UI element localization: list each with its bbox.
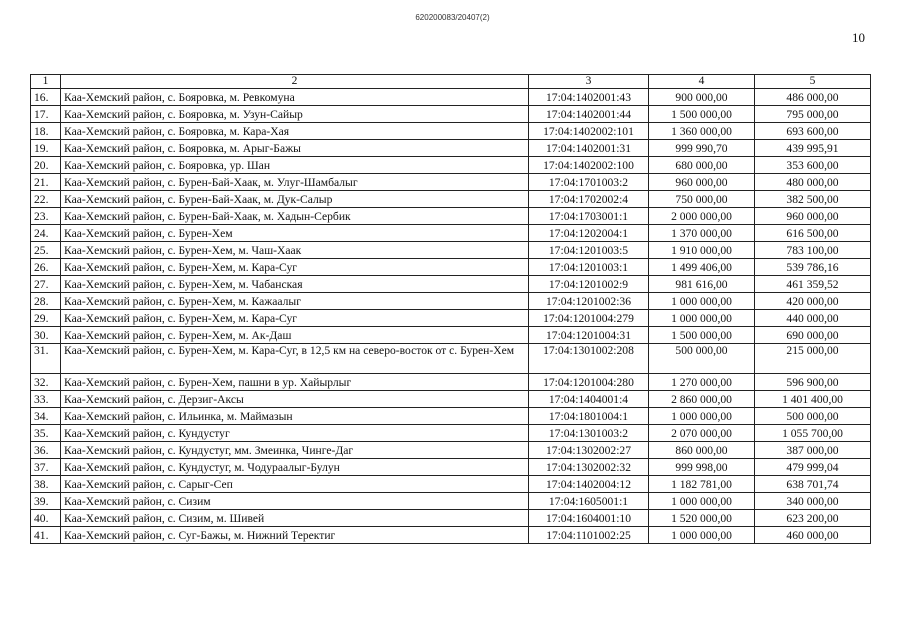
cadastral-number-cell: 17:04:1201004:280 xyxy=(529,374,649,391)
value-cell: 1 520 000,00 xyxy=(649,510,755,527)
value-cell: 382 500,00 xyxy=(755,191,871,208)
cadastral-number-cell: 17:04:1201004:31 xyxy=(529,327,649,344)
location-cell: Каа-Хемский район, с. Бурен-Хем, м. Кара-Суг xyxy=(61,259,529,276)
value-cell: 500 000,00 xyxy=(649,344,755,374)
cadastral-number-cell: 17:04:1201003:5 xyxy=(529,242,649,259)
value-cell: 1 270 000,00 xyxy=(649,374,755,391)
value-cell: 999 998,00 xyxy=(649,459,755,476)
column-header: 5 xyxy=(755,75,871,89)
value-cell: 500 000,00 xyxy=(755,408,871,425)
value-cell: 480 000,00 xyxy=(755,174,871,191)
table-row xyxy=(31,459,871,476)
value-cell: 1 000 000,00 xyxy=(649,493,755,510)
table-row xyxy=(31,327,871,344)
table-row xyxy=(31,442,871,459)
value-cell: 479 999,04 xyxy=(755,459,871,476)
row-number-cell: 26. xyxy=(31,259,61,276)
cadastral-number-cell: 17:04:1703001:1 xyxy=(529,208,649,225)
cadastral-number-cell: 17:04:1302002:27 xyxy=(529,442,649,459)
cadastral-number-cell: 17:04:1402001:43 xyxy=(529,89,649,106)
location-cell: Каа-Хемский район, с. Бояровка, м. Кара-Хая xyxy=(61,123,529,140)
row-number-cell: 19. xyxy=(31,140,61,157)
value-cell: 420 000,00 xyxy=(755,293,871,310)
location-cell: Каа-Хемский район, с. Бурен-Хем, м. Кара-Суг xyxy=(61,310,529,327)
cadastral-number-cell: 17:04:1402001:31 xyxy=(529,140,649,157)
row-number-cell: 34. xyxy=(31,408,61,425)
cadastral-number-cell: 17:04:1301002:208 xyxy=(529,344,649,374)
value-cell: 638 701,74 xyxy=(755,476,871,493)
row-number-cell: 17. xyxy=(31,106,61,123)
row-number-cell: 40. xyxy=(31,510,61,527)
row-number-cell: 28. xyxy=(31,293,61,310)
location-cell: Каа-Хемский район, с. Бурен-Хем, пашни в ур. Хайырлыг xyxy=(61,374,529,391)
cadastral-number-cell: 17:04:1701003:2 xyxy=(529,174,649,191)
location-cell: Каа-Хемский район, с. Кундустуг, м. Чодураалыг-Булун xyxy=(61,459,529,476)
cadastral-number-cell: 17:04:1201002:9 xyxy=(529,276,649,293)
value-cell: 999 990,70 xyxy=(649,140,755,157)
cadastral-number-cell: 17:04:1404001:4 xyxy=(529,391,649,408)
location-cell: Каа-Хемский район, с. Бояровка, ур. Шан xyxy=(61,157,529,174)
location-cell: Каа-Хемский район, с. Суг-Бажы, м. Нижний Теректиг xyxy=(61,527,529,544)
value-cell: 1 910 000,00 xyxy=(649,242,755,259)
table-body xyxy=(31,89,871,544)
row-number-cell: 18. xyxy=(31,123,61,140)
value-cell: 981 616,00 xyxy=(649,276,755,293)
location-cell: Каа-Хемский район, с. Бояровка, м. Ревкомуна xyxy=(61,89,529,106)
table-row xyxy=(31,425,871,442)
table-row xyxy=(31,123,871,140)
cadastral-number-cell: 17:04:1201004:279 xyxy=(529,310,649,327)
cadastral-number-cell: 17:04:1702002:4 xyxy=(529,191,649,208)
location-cell: Каа-Хемский район, с. Бурен-Бай-Хаак, м. Улуг-Шамбалыг xyxy=(61,174,529,191)
row-number-cell: 20. xyxy=(31,157,61,174)
table-row xyxy=(31,140,871,157)
table-row xyxy=(31,89,871,106)
row-number-cell: 39. xyxy=(31,493,61,510)
row-number-cell: 22. xyxy=(31,191,61,208)
column-header: 2 xyxy=(61,75,529,89)
value-cell: 1 401 400,00 xyxy=(755,391,871,408)
location-cell: Каа-Хемский район, с. Сизим, м. Шивей xyxy=(61,510,529,527)
row-number-cell: 30. xyxy=(31,327,61,344)
table-row xyxy=(31,157,871,174)
row-number-cell: 32. xyxy=(31,374,61,391)
location-cell: Каа-Хемский район, с. Бурен-Хем, м. Ак-Даш xyxy=(61,327,529,344)
table-row xyxy=(31,293,871,310)
cadastral-number-cell: 17:04:1402002:100 xyxy=(529,157,649,174)
value-cell: 693 600,00 xyxy=(755,123,871,140)
cadastral-number-cell: 17:04:1201002:36 xyxy=(529,293,649,310)
location-cell: Каа-Хемский район, с. Дерзиг-Аксы xyxy=(61,391,529,408)
value-cell: 1 499 406,00 xyxy=(649,259,755,276)
location-cell: Каа-Хемский район, с. Бурен-Хем, м. Чаш-Хаак xyxy=(61,242,529,259)
value-cell: 1 055 700,00 xyxy=(755,425,871,442)
table-row xyxy=(31,259,871,276)
value-cell: 1 500 000,00 xyxy=(649,106,755,123)
value-cell: 486 000,00 xyxy=(755,89,871,106)
row-number-cell: 24. xyxy=(31,225,61,242)
table-row xyxy=(31,510,871,527)
value-cell: 2 070 000,00 xyxy=(649,425,755,442)
table-row xyxy=(31,225,871,242)
table-row xyxy=(31,493,871,510)
location-cell: Каа-Хемский район, с. Бояровка, м. Узун-Сайыр xyxy=(61,106,529,123)
row-number-cell: 36. xyxy=(31,442,61,459)
document-id: 620200083/20407(2) xyxy=(415,13,490,22)
location-cell: Каа-Хемский район, с. Кундустуг xyxy=(61,425,529,442)
value-cell: 1 000 000,00 xyxy=(649,408,755,425)
table-row xyxy=(31,408,871,425)
value-cell: 1 370 000,00 xyxy=(649,225,755,242)
value-cell: 860 000,00 xyxy=(649,442,755,459)
location-cell: Каа-Хемский район, с. Бурен-Бай-Хаак, м. Хадын-Сербик xyxy=(61,208,529,225)
location-cell: Каа-Хемский район, с. Бурен-Бай-Хаак, м. Дук-Салыр xyxy=(61,191,529,208)
table-row xyxy=(31,310,871,327)
value-cell: 900 000,00 xyxy=(649,89,755,106)
value-cell: 461 359,52 xyxy=(755,276,871,293)
value-cell: 539 786,16 xyxy=(755,259,871,276)
table-row xyxy=(31,174,871,191)
cadastral-number-cell: 17:04:1301003:2 xyxy=(529,425,649,442)
cadastral-number-cell: 17:04:1402001:44 xyxy=(529,106,649,123)
value-cell: 623 200,00 xyxy=(755,510,871,527)
table-row xyxy=(31,242,871,259)
value-cell: 1 000 000,00 xyxy=(649,527,755,544)
location-cell: Каа-Хемский район, с. Сарыг-Сеп xyxy=(61,476,529,493)
row-number-cell: 31. xyxy=(31,344,61,374)
row-number-cell: 38. xyxy=(31,476,61,493)
cadastral-number-cell: 17:04:1801004:1 xyxy=(529,408,649,425)
location-cell: Каа-Хемский район, с. Бояровка, м. Арыг-Бажы xyxy=(61,140,529,157)
value-cell: 750 000,00 xyxy=(649,191,755,208)
table-row xyxy=(31,391,871,408)
value-cell: 439 995,91 xyxy=(755,140,871,157)
row-number-cell: 27. xyxy=(31,276,61,293)
location-cell: Каа-Хемский район, с. Ильинка, м. Маймазын xyxy=(61,408,529,425)
row-number-cell: 29. xyxy=(31,310,61,327)
location-cell: Каа-Хемский район, с. Бурен-Хем, м. Кажаалыг xyxy=(61,293,529,310)
value-cell: 960 000,00 xyxy=(649,174,755,191)
value-cell: 960 000,00 xyxy=(755,208,871,225)
location-cell: Каа-Хемский район, с. Бурен-Хем, м. Чабанская xyxy=(61,276,529,293)
cadastral-number-cell: 17:04:1402002:101 xyxy=(529,123,649,140)
value-cell: 1 000 000,00 xyxy=(649,310,755,327)
location-cell: Каа-Хемский район, с. Кундустуг, мм. Змеинка, Чинге-Даг xyxy=(61,442,529,459)
row-number-cell: 25. xyxy=(31,242,61,259)
value-cell: 460 000,00 xyxy=(755,527,871,544)
row-number-cell: 33. xyxy=(31,391,61,408)
column-header: 1 xyxy=(31,75,61,89)
land-plot-table xyxy=(30,74,871,544)
cadastral-number-cell: 17:04:1402004:12 xyxy=(529,476,649,493)
table-header-row xyxy=(31,75,871,89)
row-number-cell: 16. xyxy=(31,89,61,106)
value-cell: 2 860 000,00 xyxy=(649,391,755,408)
value-cell: 1 500 000,00 xyxy=(649,327,755,344)
row-number-cell: 37. xyxy=(31,459,61,476)
value-cell: 1 182 781,00 xyxy=(649,476,755,493)
cadastral-number-cell: 17:04:1101002:25 xyxy=(529,527,649,544)
table-row xyxy=(31,276,871,293)
column-header: 3 xyxy=(529,75,649,89)
location-cell: Каа-Хемский район, с. Бурен-Хем xyxy=(61,225,529,242)
table-row xyxy=(31,191,871,208)
value-cell: 783 100,00 xyxy=(755,242,871,259)
value-cell: 2 000 000,00 xyxy=(649,208,755,225)
location-cell: Каа-Хемский район, с. Сизим xyxy=(61,493,529,510)
value-cell: 690 000,00 xyxy=(755,327,871,344)
value-cell: 387 000,00 xyxy=(755,442,871,459)
value-cell: 680 000,00 xyxy=(649,157,755,174)
cadastral-number-cell: 17:04:1604001:10 xyxy=(529,510,649,527)
row-number-cell: 41. xyxy=(31,527,61,544)
location-cell: Каа-Хемский район, с. Бурен-Хем, м. Кара-Суг, в 12,5 км на северо-восток от с. Бурен-Хем xyxy=(61,344,529,374)
cadastral-number-cell: 17:04:1302002:32 xyxy=(529,459,649,476)
value-cell: 440 000,00 xyxy=(755,310,871,327)
cadastral-number-cell: 17:04:1605001:1 xyxy=(529,493,649,510)
value-cell: 616 500,00 xyxy=(755,225,871,242)
table-row xyxy=(31,527,871,544)
cadastral-number-cell: 17:04:1202004:1 xyxy=(529,225,649,242)
table-row xyxy=(31,344,871,374)
value-cell: 596 900,00 xyxy=(755,374,871,391)
page-number: 10 xyxy=(852,30,865,45)
column-header: 4 xyxy=(649,75,755,89)
value-cell: 1 360 000,00 xyxy=(649,123,755,140)
table-row xyxy=(31,106,871,123)
value-cell: 340 000,00 xyxy=(755,493,871,510)
table-row xyxy=(31,374,871,391)
cadastral-number-cell: 17:04:1201003:1 xyxy=(529,259,649,276)
row-number-cell: 35. xyxy=(31,425,61,442)
value-cell: 215 000,00 xyxy=(755,344,871,374)
value-cell: 795 000,00 xyxy=(755,106,871,123)
table-row xyxy=(31,476,871,493)
table-row xyxy=(31,208,871,225)
row-number-cell: 23. xyxy=(31,208,61,225)
value-cell: 353 600,00 xyxy=(755,157,871,174)
value-cell: 1 000 000,00 xyxy=(649,293,755,310)
row-number-cell: 21. xyxy=(31,174,61,191)
